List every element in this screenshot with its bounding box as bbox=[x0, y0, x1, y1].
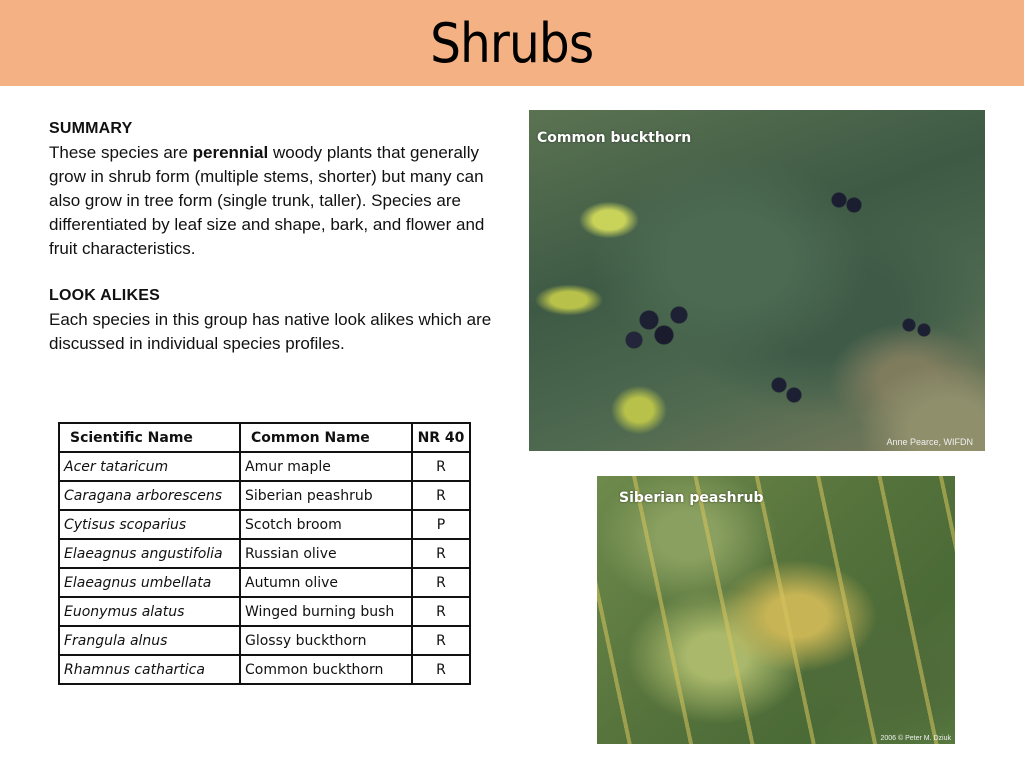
table-row bbox=[59, 510, 470, 539]
look-alikes-heading: LOOK ALIKES bbox=[49, 287, 160, 304]
table-row bbox=[59, 655, 470, 684]
summary-bold-word: perennial bbox=[192, 143, 269, 162]
photo-caption: Common buckthorn bbox=[537, 130, 692, 146]
common-name-cell: Winged burning bush bbox=[240, 597, 412, 626]
siberian-peashrub-photo bbox=[597, 476, 955, 744]
nr40-cell: R bbox=[412, 655, 470, 684]
scientific-name-cell: Rhamnus cathartica bbox=[59, 655, 240, 684]
scientific-name-cell: Frangula alnus bbox=[59, 626, 240, 655]
summary-text-part: woody plants that generally grow in shrub form (multiple stems, shorter) but many can also grow in tree form (single trunk, taller). Species are differentiated by leaf size and shape, bark, and flower and fruit characteristics. bbox=[49, 143, 485, 258]
common-name-cell: Autumn olive bbox=[240, 568, 412, 597]
species-table bbox=[58, 422, 471, 685]
slide-title: Shrubs bbox=[430, 11, 594, 75]
table-row bbox=[59, 481, 470, 510]
header-nr40: NR 40 bbox=[412, 423, 470, 452]
look-alikes-text: Each species in this group has native look alikes which are discussed in individual species profiles. bbox=[49, 310, 492, 353]
photo-credit: 2006 © Peter M. Dziuk bbox=[880, 735, 951, 742]
table-row bbox=[59, 626, 470, 655]
common-name-cell: Siberian peashrub bbox=[240, 481, 412, 510]
scientific-name-cell: Elaeagnus angustifolia bbox=[59, 539, 240, 568]
header-common-name: Common Name bbox=[240, 423, 412, 452]
common-name-cell: Amur maple bbox=[240, 452, 412, 481]
scientific-name-cell: Euonymus alatus bbox=[59, 597, 240, 626]
scientific-name-cell: Caragana arborescens bbox=[59, 481, 240, 510]
common-name-cell: Common buckthorn bbox=[240, 655, 412, 684]
nr40-cell: R bbox=[412, 452, 470, 481]
table-row bbox=[59, 568, 470, 597]
common-buckthorn-photo bbox=[529, 110, 985, 451]
scientific-name-cell: Cytisus scoparius bbox=[59, 510, 240, 539]
nr40-cell: R bbox=[412, 626, 470, 655]
summary-section bbox=[49, 117, 499, 261]
common-name-cell: Russian olive bbox=[240, 539, 412, 568]
photo-credit: Anne Pearce, WIFDN bbox=[886, 437, 973, 447]
table-row bbox=[59, 452, 470, 481]
common-name-cell: Glossy buckthorn bbox=[240, 626, 412, 655]
look-alikes-section bbox=[49, 284, 499, 356]
nr40-cell: P bbox=[412, 510, 470, 539]
table-row bbox=[59, 539, 470, 568]
nr40-cell: R bbox=[412, 539, 470, 568]
scientific-name-cell: Acer tataricum bbox=[59, 452, 240, 481]
table-row bbox=[59, 597, 470, 626]
nr40-cell: R bbox=[412, 481, 470, 510]
nr40-cell: R bbox=[412, 597, 470, 626]
photo-caption: Siberian peashrub bbox=[619, 490, 764, 506]
table-header-row bbox=[59, 423, 470, 452]
title-bar bbox=[0, 0, 1024, 86]
summary-text bbox=[49, 141, 499, 261]
summary-heading: SUMMARY bbox=[49, 120, 133, 137]
common-name-cell: Scotch broom bbox=[240, 510, 412, 539]
summary-text-part: These species are bbox=[49, 143, 193, 162]
nr40-cell: R bbox=[412, 568, 470, 597]
scientific-name-cell: Elaeagnus umbellata bbox=[59, 568, 240, 597]
header-scientific-name: Scientific Name bbox=[59, 423, 240, 452]
